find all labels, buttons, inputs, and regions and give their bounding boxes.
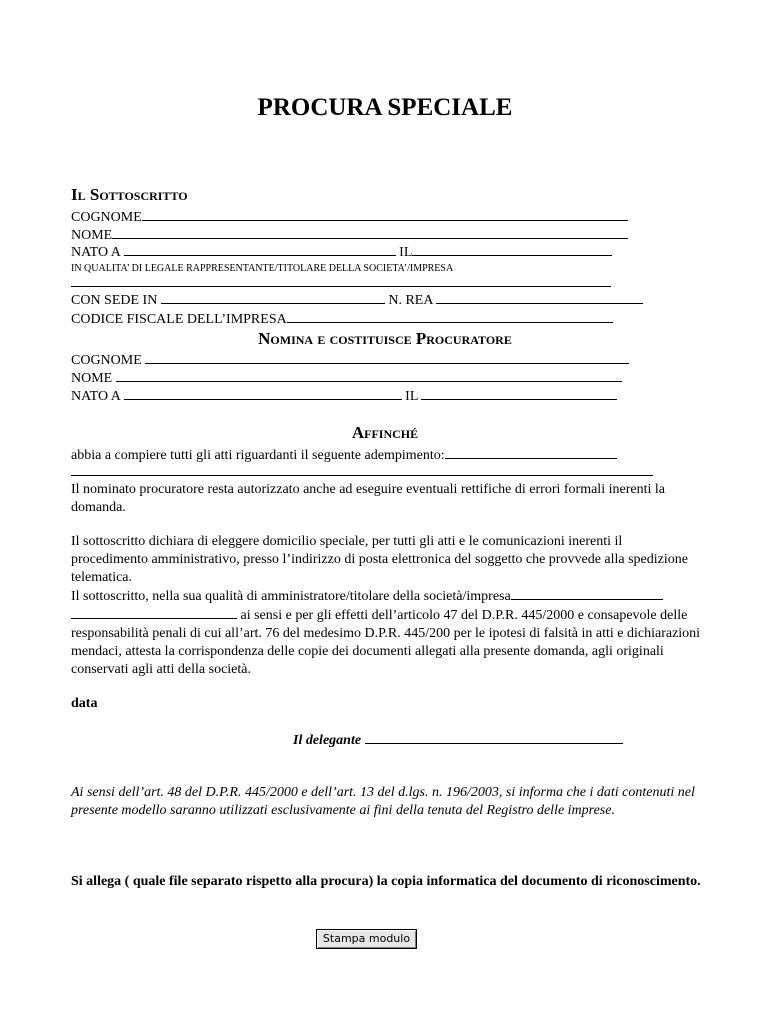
adempimento-field[interactable] [445,446,617,459]
sottoscritto-il-field[interactable] [412,243,612,256]
nomina-heading: Nomina e costituisce Procuratore [258,329,512,348]
societa-field[interactable] [71,274,611,287]
procuratore-nome-row [71,369,622,388]
il-label: IL [405,389,418,404]
adempimento-row-2 [71,463,653,482]
sottoscritto-nome-field[interactable] [112,226,628,239]
cognome-label: COGNOME [71,210,142,225]
cf-field[interactable] [287,310,613,323]
cognome-label: COGNOME [71,353,142,368]
qualita-start-text: Il sottoscritto, nella sua qualità di amministratore/titolare della società/impresa [71,589,511,604]
nato-label: NATO A [71,245,121,260]
rettifiche-paragraph: Il nominato procuratore resta autorizzato anche ad eseguire eventuali rettifiche di errori formali inerenti la domanda. [71,482,665,515]
nato-label: NATO A [71,389,121,404]
qualita-societa-field-2[interactable] [71,606,237,619]
sottoscritto-nato-field[interactable] [124,243,396,256]
il-label: IL [399,245,413,260]
privacy-note: Ai sensi dell’art. 48 del D.P.R. 445/2000 e dell’art. 13 del d.lgs. n. 196/2003, si informa che i dati contenuti nel presente modello saranno utilizzati esclusivamente ai fini della tenuta del Registro delle imprese. [71,785,695,818]
procuratore-il-field[interactable] [421,387,617,400]
cf-row [71,310,613,329]
qualita-label: IN QUALITA’ DI LEGALE RAPPRESENTANTE/TITOLARE DELLA SOCIETA’/IMPRESA [71,263,454,274]
domicilio-paragraph: Il sottoscritto dichiara di eleggere domicilio speciale, per tutti gli atti e le comunicazioni inerenti il procedimento amministrativo, presso l’indirizzo di posta elettronica del soggetto che provvede alla spedizione telematica. [71,534,688,585]
qualita-cont-text: ai sensi e per gli effetti dell’articolo 47 del D.P.R. 445/2000 e consapevole delle responsabilità penali di cui all’art. 76 del medesimo D.P.R. 445/200 per le ipotesi di falsità in atti e dichiarazioni mendaci, attesta la corrispondenza delle copie dei documenti allegati alla presente domanda, agli originali conservati agli atti della società. [71,608,701,677]
adempimento-field-2[interactable] [71,463,653,476]
sottoscritto-cognome-field[interactable] [142,208,628,221]
nome-label: NOME [71,371,113,386]
rea-label: N. REA [388,293,433,308]
sottoscritto-cognome-row [71,208,628,227]
page-title: PROCURA SPECIALE [257,94,513,121]
procuratore-nome-field[interactable] [116,369,622,382]
print-button[interactable]: Stampa modulo [316,929,417,949]
qualita-societa-field[interactable] [511,587,663,600]
delegante-row [293,731,623,750]
sede-field[interactable] [161,291,385,304]
sede-row [71,291,643,310]
sede-label: CON SEDE IN [71,293,158,308]
procuratore-cognome-row [71,351,629,370]
cf-label: CODICE FISCALE DELL’IMPRESA [71,312,287,327]
delegante-signature-field[interactable] [365,731,623,744]
nome-label: NOME [71,228,113,243]
adempimento-label: abbia a compiere tutti gli atti riguardanti il seguente adempimento: [71,448,445,463]
procuratore-nato-row [71,387,617,406]
procuratore-cognome-field[interactable] [145,351,629,364]
affinche-heading: Affinché [351,423,419,442]
sottoscritto-nato-row [71,243,612,262]
procuratore-nato-field[interactable] [124,387,402,400]
rea-field[interactable] [436,291,643,304]
allega-note: Si allega ( quale file separato rispetto alla procura) la copia informatica del documento di riconoscimento. [71,874,701,889]
delegante-label: Il delegante [293,733,362,748]
sottoscritto-heading: Il Sottoscritto [71,185,188,204]
data-label: data [71,696,98,711]
qualita-paragraph [71,587,701,679]
